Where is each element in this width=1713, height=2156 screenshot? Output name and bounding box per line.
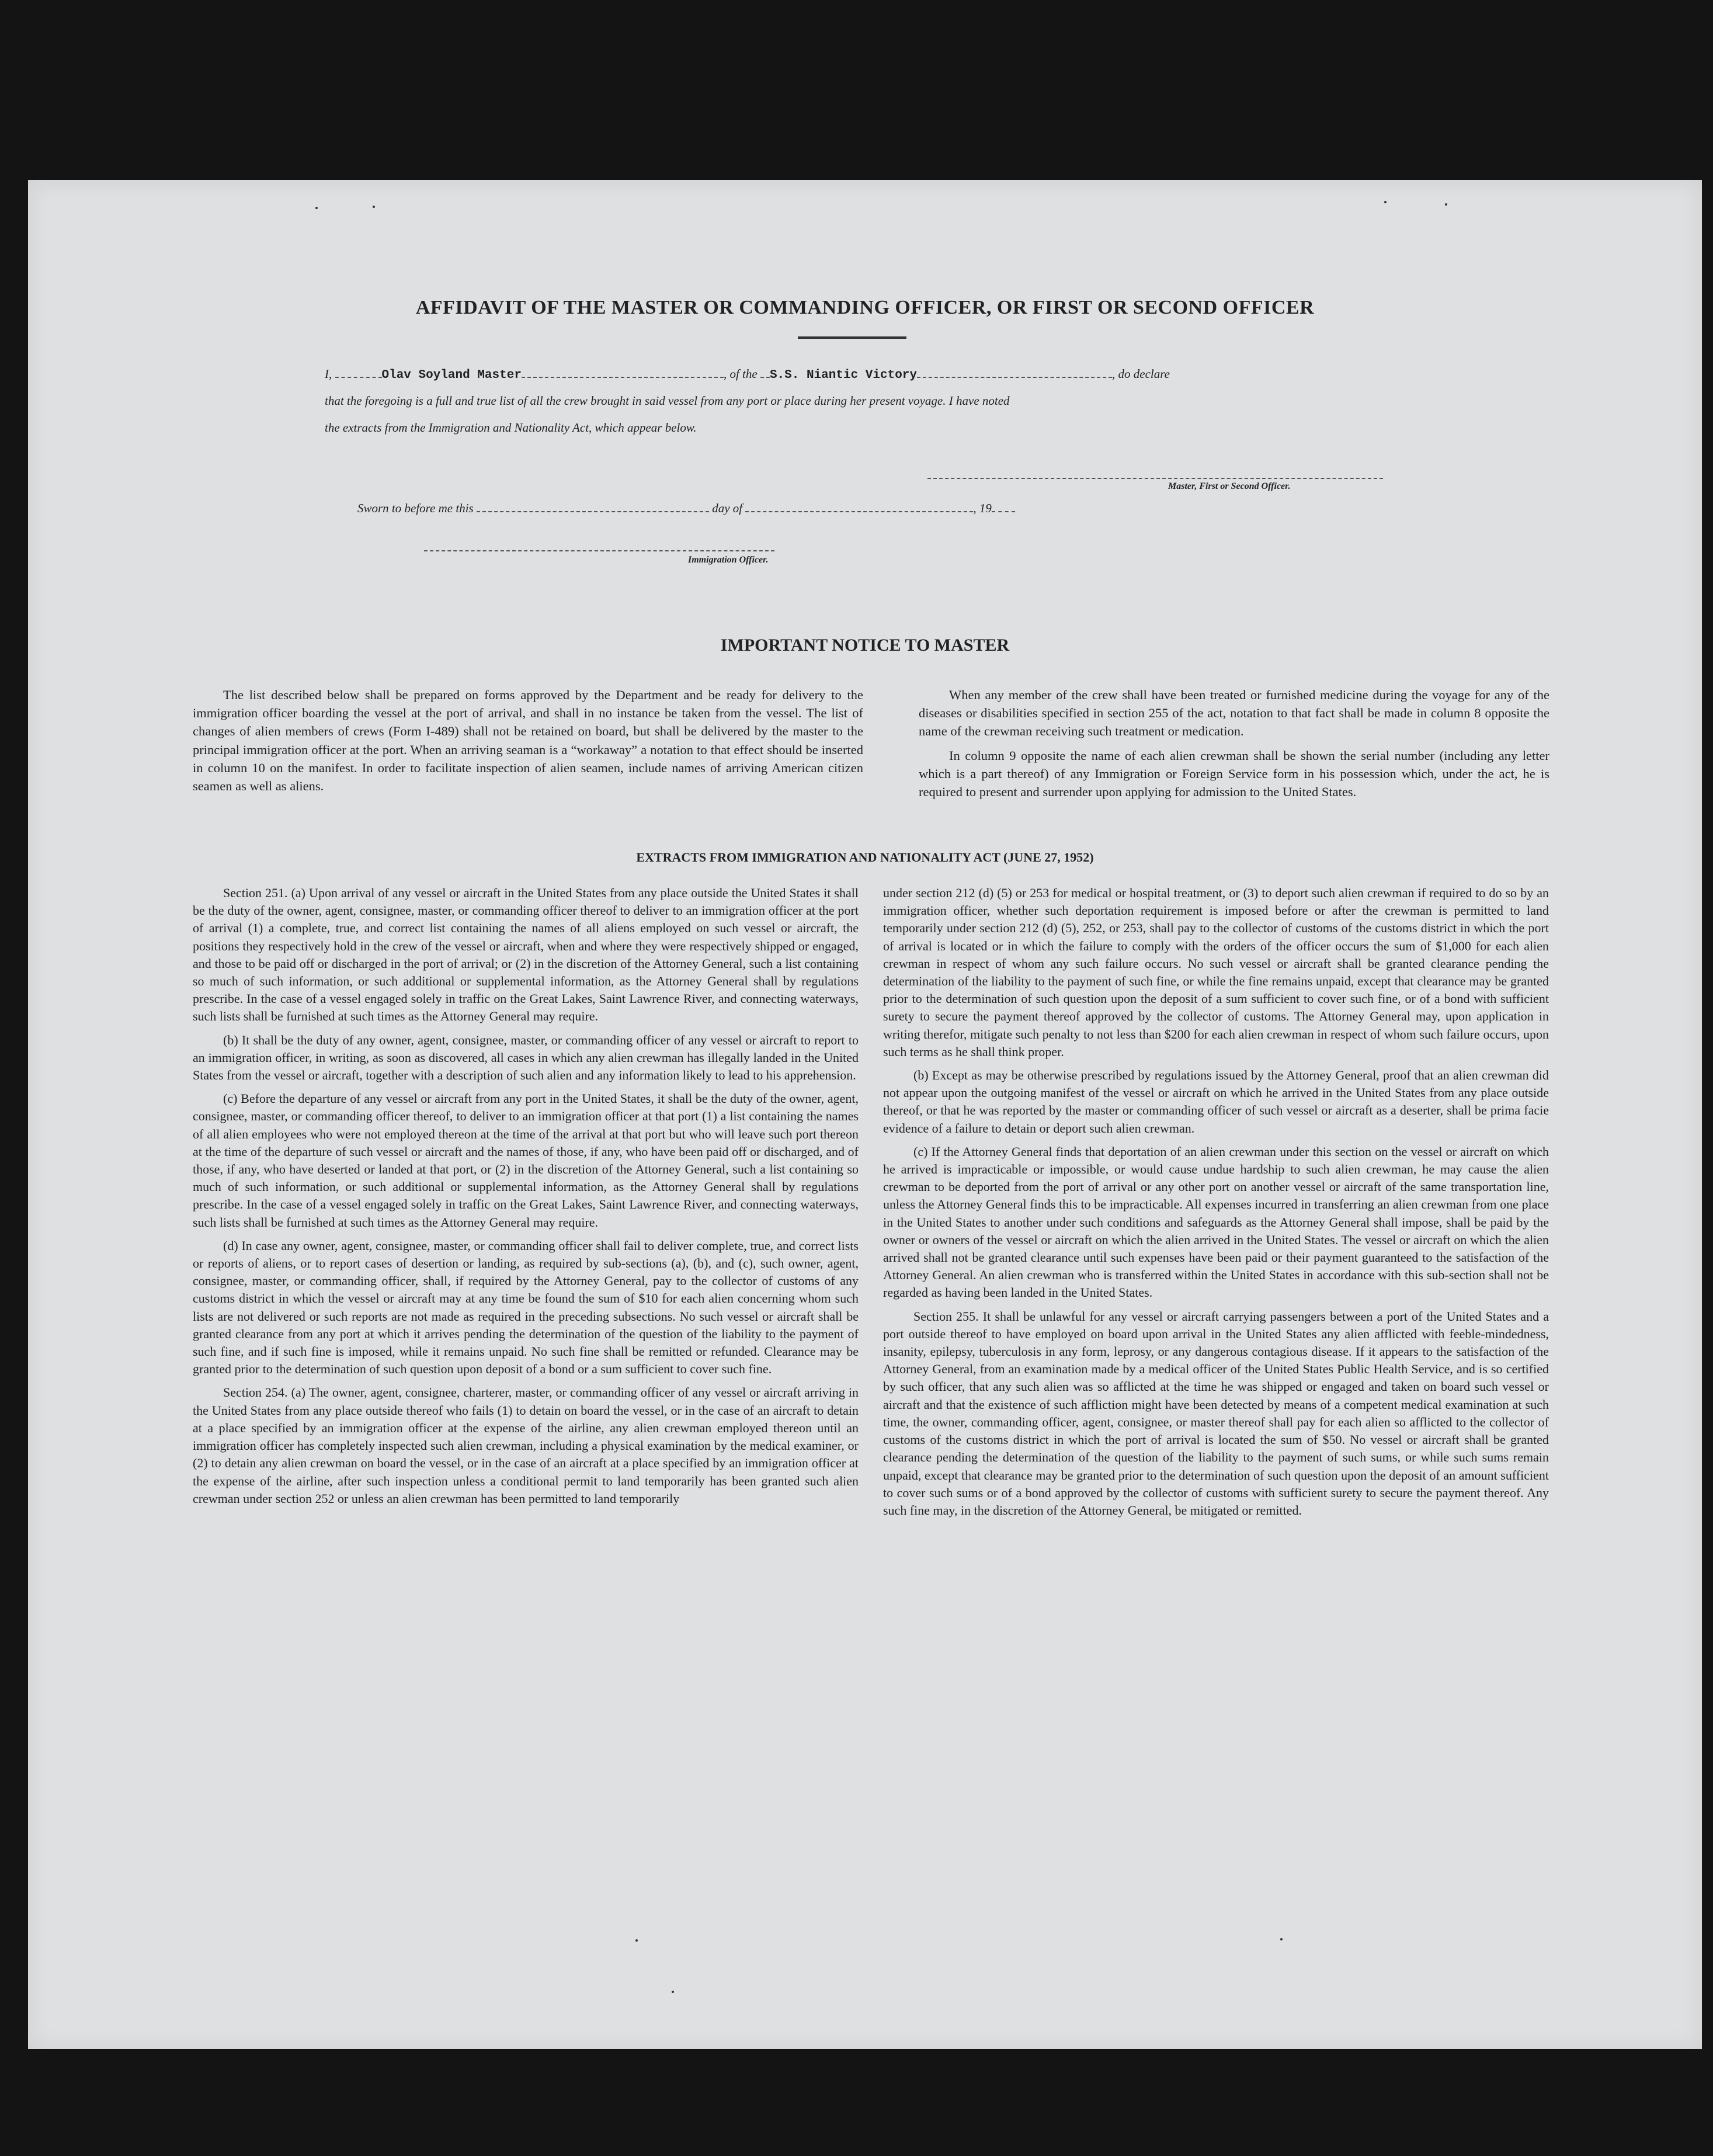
extract-paragraph: under section 212 (d) (5) or 253 for medical or hospital treatment, or (3) to deport such alien crewman if required to do so by an immigration officer, whether such deportation requirement is imposed before or after the crewman is permitted to land temporarily under section 212 (d) (5), 252, or 253, shall pay to the collector of customs of the customs district in which the port of arrival is located or in which the failure to comply with the orders of the officer occurs the sum of $1,000 for each alien crewman in respect of whom any such failure occurs. No such vessel or aircraft shall be granted clearance pending the determination of the liability to the payment of such fine, or while the fine remains unpaid, except that clearance may be granted prior to the determination of such question upon the deposit of a sum sufficient to cover such fine, or of a bond with sufficient surety to secure the payment thereof approved by the collector of customs. The Attorney General may, upon application in writing therefor, mitigate such penalty to not less than $200 for each alien crewman in respect of whom such failure occurs, upon such terms as he shall think proper. <box>883 886 1549 1059</box>
blank-line <box>917 366 1112 378</box>
extracts-right-column <box>883 884 1549 1525</box>
notice-paragraph: When any member of the crew shall have been treated or furnished medicine during the voyage for any of the diseases or disabilities specified in section 255 of the act, notation to that fact shall be made in column 8 opposite the name of the crewman receiving such treatment or medication. <box>919 688 1549 739</box>
scan-speck <box>635 1939 638 1942</box>
master-signature-line[interactable] <box>927 478 1383 479</box>
do-declare-label: , do declare <box>1112 367 1170 381</box>
notice-title: IMPORTANT NOTICE TO MASTER <box>720 636 1010 655</box>
declaration-line-1 <box>325 361 1417 388</box>
affidavit-title: AFFIDAVIT OF THE MASTER OR COMMANDING OFFICER, OR FIRST OR SECOND OFFICER <box>415 297 1315 318</box>
extract-paragraph: Section 255. It shall be unlawful for any vessel or aircraft carrying passengers between a port of the United States and a port outside thereof to have employed on board upon arrival in the United States any alien afflicted with feeble-mindedness, insanity, epilepsy, tuberculosis in any form, leprosy, or any dangerous contagious disease. If it appears to the satisfaction of the Attorney General, from an examination made by a medical officer of the United States Public Health Service, and is so certified by such officer, that any such alien was so afflicted at the time he was shipped or engaged and taken on board such vessel or aircraft and that the existence of such affliction might have been detected by means of a competent medical examination at such time, the owner, commanding officer, agent, consignee, or master thereof shall pay for each alien so afflicted to the collector of customs of the customs district in which the port of arrival is located the sum of $50. No vessel or aircraft shall be granted clearance pending the determination of the question of the liability to the payment of such sums, or while such sums remain unpaid, except that clearance may be granted prior to the determination of such question upon the deposit of an amount sufficient to cover such sums or of a bond approved by the collector of customs with sufficient surety to secure the payment thereof. Any such fine may, in the discretion of the Attorney General, be mitigated or remitted. <box>883 1308 1549 1518</box>
notice-paragraph: The list described below shall be prepared on forms approved by the Department and be ready for delivery to the immigration officer boarding the vessel at the port of arrival, and shall in no instance be taken from the vessel. The list of changes of alien members of crews (Form I-489) shall not be retained on board, but shall be delivered by the master to the principal immigration officer at the port. When an arriving seaman is a “workaway” a notation to that effect should be inserted in column 10 on the manifest. In order to facilitate inspection of alien seamen, include names of arriving American citizen seamen as well as aliens. <box>193 688 863 794</box>
extract-paragraph: Section 254. (a) The owner, agent, consignee, charterer, master, or commanding officer of any vessel or aircraft arriving in the United States from any place outside thereof who fails (1) to detain on board the vessel, or in the case of an aircraft to detain at a place specified by an immigration officer at the expense of the airline, any alien crewman employed thereon until an immigration officer has completely inspected such alien crewman, including a physical examination by the medical examiner, or (2) to detain any alien crewman on board the vessel, or in the case of an aircraft at a place specified by an immigration officer at the expense of the airline, after such inspection unless a conditional permit to land temporarily has been granted such alien crewman under section 252 or unless an alien crewman has been permitted to land temporarily <box>193 1385 859 1506</box>
declaration-prefix: I, <box>325 367 332 381</box>
officer-signature-line[interactable] <box>424 550 774 551</box>
declaration-line-3: the extracts from the Immigration and Nationality Act, which appear below. <box>325 421 697 435</box>
declaration-line-2: that the foregoing is a full and true list of all the crew brought in said vessel from any port or place during her present voyage. I have noted <box>325 394 1010 408</box>
title-divider <box>798 336 906 339</box>
notice-right-column <box>919 686 1549 807</box>
document-page <box>28 180 1702 2049</box>
of-the-label: , of the <box>723 367 758 381</box>
scan-speck <box>373 206 375 208</box>
blank-line <box>335 366 382 378</box>
scan-speck <box>672 1991 674 1993</box>
signature-caption: Master, First or Second Officer. <box>1168 481 1291 491</box>
sworn-month-field[interactable] <box>745 501 973 512</box>
vessel-name-field[interactable]: S.S. Niantic Victory <box>769 369 917 382</box>
extract-paragraph: (d) In case any owner, agent, consignee, master, or commanding officer shall fail to deliver complete, true, and correct lists or reports of aliens, or to report cases of desertion or landing, as required by sub-sections (a), (b), and (c), such owner, agent, consignee, master, or commanding officer, shall, if required by the Attorney General, pay to the collector of customs of any customs district in which the vessel or aircraft may at any time be found the sum of $10 for each alien concerning whom such lists are not delivered or such reports are not made as required in the preceding subsections. No such vessel or aircraft shall be granted clearance from any port at which it arrives pending the determination of the question of the liability to the payment of such fine, and if such fine is imposed, while it remains unpaid. No such fine shall be remitted or refunded. Clearance may be granted prior to the determination of such question upon deposit of a bond or a sum sufficient to cover such fine. <box>193 1238 859 1377</box>
sworn-year-field[interactable] <box>992 501 1015 512</box>
blank-line <box>760 366 770 378</box>
notice-paragraph: In column 9 opposite the name of each alien crewman shall be shown the serial number (including any letter which is a part thereof) of any Immigration or Foreign Service form in his possession which, under the act, he is required to present and surrender upon applying for admission to the United States. <box>919 748 1549 800</box>
extract-paragraph: (c) Before the departure of any vessel or aircraft from any port in the United States, it shall be the duty of the owner, agent, consignee, master, or commanding officer thereof, to deliver to an immigration officer at that port (1) a list containing the names of all alien employees who were not employed thereon at the time of the arrival at that port but who will leave such port thereon at the time of the departure of such vessel or aircraft and the names of those, if any, who have been paid off or discharged, and of those, if any, who have deserted or landed at that port, or (2) in the discretion of the Attorney General, such a list containing so much of such information, or such additional or supplemental information, as the Attorney General shall by regulations prescribe. In the case of a vessel engaged solely in traffic on the Great Lakes, Saint Lawrence River, and connecting waterways, such lists shall be furnished at such times as the Attorney General may require. <box>193 1091 859 1230</box>
sworn-date-field[interactable] <box>477 501 709 512</box>
year-label: , 19 <box>973 501 992 515</box>
sworn-label: Sworn to before me this <box>357 501 474 515</box>
sworn-line <box>357 495 1175 521</box>
scan-speck <box>315 207 318 209</box>
extract-paragraph: (b) Except as may be otherwise prescribed by regulations issued by the Attorney General, proof that an alien crewman did not appear upon the outgoing manifest of the vessel or aircraft on which he arrived in the United States from any place outside thereof, or that he was reported by the master or commanding officer of such vessel or aircraft as a deserter, shall be prima facie evidence of a failure to detain or deport such alien crewman. <box>883 1068 1549 1136</box>
extract-paragraph: Section 251. (a) Upon arrival of any vessel or aircraft in the United States from any place outside the United States it shall be the duty of the owner, agent, consignee, master, or commanding officer thereof to deliver to an immigration officer at the port of arrival (1) a complete, true, and correct list containing the names of all aliens employed on such vessel or aircraft, the positions they respectively hold in the crew of the vessel or aircraft, when and where they were respectively shipped or engaged, and those to be paid off or discharged in the port of arrival; or (2) in the discretion of the Attorney General, such a list containing so much of such information, or such additional or supplemental information, as the Attorney General shall by regulations prescribe. In the case of a vessel engaged solely in traffic on the Great Lakes, Saint Lawrence River, and connecting waterways, such lists shall be furnished at such times as the Attorney General may require. <box>193 886 859 1024</box>
extracts-title: EXTRACTS FROM IMMIGRATION AND NATIONALITY ACT (JUNE 27, 1952) <box>636 850 1094 865</box>
extracts-left-column <box>193 884 859 1513</box>
scan-speck <box>1445 203 1447 206</box>
extract-paragraph: (c) If the Attorney General finds that deportation of an alien crewman under this section on the vessel or aircraft on which he arrived is impracticable or impossible, or would cause undue hardship to such alien crewman, he may cause the alien crewman to be deported from the port of arrival or any other port on another vessel or aircraft of the same transportation line, unless the Attorney General finds this to be impracticable. All expenses incurred in transferring an alien crewman from one place in the United States to another under such conditions and safeguards as the Attorney General shall impose, shall be paid by the owner or owners of the vessel or aircraft on which the alien arrived in the United States. The vessel or aircraft on which the alien arrived shall not be granted clearance until such expenses have been paid or their payment guaranteed to the satisfaction of the Attorney General. An alien crewman who is transferred within the United States in accordance with this sub-section shall not be regarded as having been landed in the United States. <box>883 1144 1549 1300</box>
scan-speck <box>1384 201 1387 203</box>
day-of-label: day of <box>712 501 743 515</box>
officer-caption: Immigration Officer. <box>688 555 769 565</box>
extract-paragraph: (b) It shall be the duty of any owner, agent, consignee, master, or commanding officer of any vessel or aircraft to report to an immigration officer, in writing, as soon as discovered, all cases in which any alien crewman has illegally landed in the United States from the vessel or aircraft, together with a description of such alien and any information likely to lead to his apprehension. <box>193 1032 859 1083</box>
master-name-field[interactable]: Olav Soyland Master <box>381 369 522 382</box>
notice-left-column <box>193 686 863 801</box>
scan-speck <box>1280 1938 1283 1940</box>
blank-line <box>522 366 724 378</box>
